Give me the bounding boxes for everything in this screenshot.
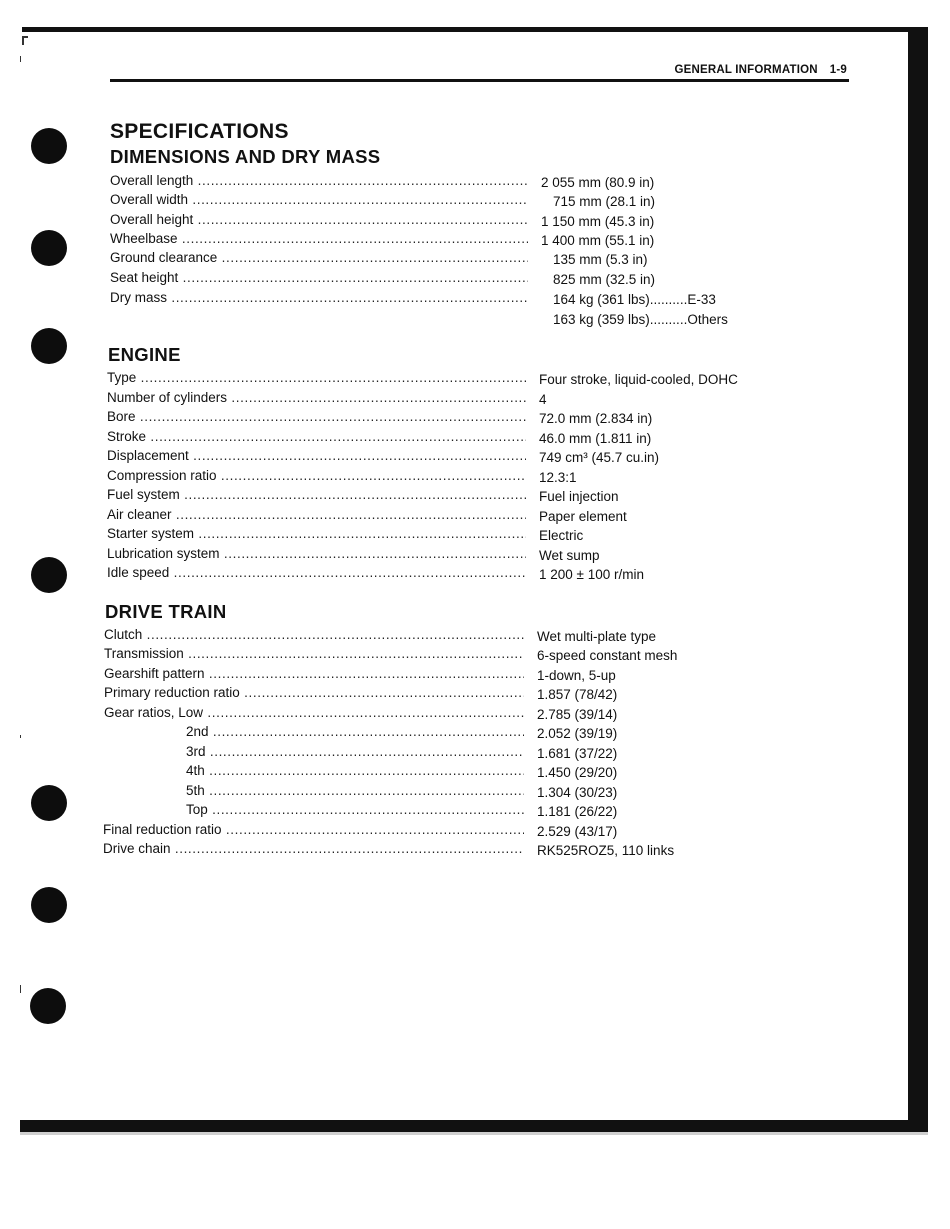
spec-row: [107, 427, 526, 446]
page-border-bottom: [20, 1120, 928, 1132]
spec-value: 1 400 mm (55.1 in): [541, 233, 655, 248]
page-title: SPECIFICATIONS: [110, 120, 289, 143]
spec-row: [107, 368, 526, 387]
spec-row: [107, 524, 526, 543]
spec-row: [107, 466, 526, 485]
spec-value: Wet multi-plate type: [537, 629, 657, 644]
spec-value: 135 mm (5.3 in): [553, 252, 648, 267]
binder-hole: [31, 230, 67, 266]
spec-value: 2.052 (39/19): [537, 726, 618, 741]
spec-value: 164 kg (361 lbs)..........E-33: [553, 292, 716, 307]
spec-label: Wheelbase .....: [110, 229, 528, 248]
spec-label: 4th .....: [186, 761, 524, 780]
spec-value: 2 055 mm (80.9 in): [541, 175, 655, 190]
spec-row: [186, 781, 524, 800]
spec-value: 6-speed constant mesh: [537, 648, 678, 663]
page-border-right: [908, 27, 928, 1132]
running-header-section: GENERAL INFORMATION: [674, 64, 818, 76]
spec-row: [110, 248, 528, 267]
spec-label: Dry mass .....: [110, 288, 528, 307]
spec-row: [110, 190, 528, 209]
spec-row: [104, 625, 524, 644]
spec-label: Type .....: [107, 368, 526, 387]
spec-label: Primary reduction ratio .....: [104, 683, 524, 702]
spec-value: 749 cm³ (45.7 cu.in): [539, 450, 660, 465]
spec-label: 3rd .....: [186, 742, 524, 761]
spec-row: [107, 485, 526, 504]
header-rule: [110, 79, 849, 82]
binder-hole: [30, 988, 66, 1024]
spec-label: Seat height .....: [110, 268, 528, 287]
spec-value: 163 kg (359 lbs)..........Others: [553, 312, 728, 327]
spec-row: [104, 664, 524, 683]
scan-mark: [22, 36, 28, 38]
spec-value: Fuel injection: [539, 489, 619, 504]
spec-value: 12.3:1: [539, 470, 577, 485]
spec-row: [107, 446, 526, 465]
spec-label: Idle speed .....: [107, 563, 526, 582]
spec-value: 1 150 mm (45.3 in): [541, 214, 655, 229]
spec-value: Paper element: [539, 509, 627, 524]
scan-mark: [20, 985, 21, 993]
spec-row: [110, 268, 528, 287]
spec-label: 5th .....: [186, 781, 524, 800]
spec-value: 1 200 ± 100 r/min: [539, 567, 644, 582]
spec-row: [110, 210, 528, 229]
spec-value: 1-down, 5-up: [537, 668, 616, 683]
spec-label: Transmission .....: [104, 644, 524, 663]
section-heading-engine: ENGINE: [108, 344, 181, 365]
spec-value: 1.450 (29/20): [537, 765, 618, 780]
spec-value: 1.181 (26/22): [537, 804, 618, 819]
scan-mark: [20, 735, 21, 738]
spec-label: Overall length .....: [110, 171, 528, 190]
spec-value: 1.857 (78/42): [537, 687, 618, 702]
spec-row: [104, 683, 524, 702]
binder-hole: [31, 785, 67, 821]
spec-value: 2.529 (43/17): [537, 824, 618, 839]
page-border-shadow: [20, 1132, 928, 1135]
spec-row: [107, 388, 526, 407]
spec-value: Wet sump: [539, 548, 600, 563]
spec-label: Stroke .....: [107, 427, 526, 446]
spec-row: [107, 505, 526, 524]
spec-row: [110, 229, 528, 248]
spec-label: Clutch .....: [104, 625, 524, 644]
spec-value: RK525ROZ5, 110 links: [537, 843, 675, 858]
spec-label: Overall height .....: [110, 210, 528, 229]
spec-label: Gearshift pattern .....: [104, 664, 524, 683]
page-number: 1-9: [829, 64, 847, 76]
spec-label: Air cleaner .....: [107, 505, 526, 524]
binder-hole: [31, 328, 67, 364]
spec-row: [186, 761, 524, 780]
spec-row: [104, 644, 524, 663]
spec-label: 2nd .....: [186, 722, 524, 741]
spec-value: Electric: [539, 528, 584, 543]
spec-row: [186, 742, 524, 761]
spec-row: [107, 563, 526, 582]
running-header: [560, 64, 847, 76]
spec-value: 825 mm (32.5 in): [553, 272, 656, 287]
spec-value: 1.681 (37/22): [537, 746, 618, 761]
section-heading-dimensions: DIMENSIONS AND DRY MASS: [110, 146, 381, 167]
spec-value: 4: [539, 392, 547, 407]
spec-row: [110, 171, 528, 190]
spec-row: [107, 544, 526, 563]
binder-hole: [31, 557, 67, 593]
spec-row: [103, 820, 524, 839]
spec-value: 1.304 (30/23): [537, 785, 618, 800]
spec-value: 715 mm (28.1 in): [553, 194, 656, 209]
scan-mark: [20, 56, 21, 62]
spec-label: Number of cylinders .....: [107, 388, 526, 407]
spec-label: Bore .....: [107, 407, 526, 426]
page-border-top: [22, 27, 927, 32]
spec-row: [186, 800, 524, 819]
spec-value: 72.0 mm (2.834 in): [539, 411, 653, 426]
spec-label: Compression ratio .....: [107, 466, 526, 485]
spec-label: Ground clearance .....: [110, 248, 528, 267]
binder-hole: [31, 887, 67, 923]
spec-row: [104, 703, 524, 722]
spec-label: Overall width .....: [110, 190, 528, 209]
spec-row: [107, 407, 526, 426]
section-heading-drive-train: DRIVE TRAIN: [105, 601, 227, 622]
spec-label: Gear ratios, Low .....: [104, 703, 524, 722]
spec-value: Four stroke, liquid-cooled, DOHC: [539, 372, 738, 387]
spec-value: 2.785 (39/14): [537, 707, 618, 722]
spec-label: Drive chain .....: [103, 839, 524, 858]
spec-value: 46.0 mm (1.811 in): [539, 431, 652, 446]
spec-label: Final reduction ratio .....: [103, 820, 524, 839]
spec-row: [186, 722, 524, 741]
spec-label: Top .....: [186, 800, 524, 819]
spec-label: Fuel system .....: [107, 485, 526, 504]
spec-row: [110, 288, 528, 307]
spec-row: [103, 839, 524, 858]
spec-label: Starter system .....: [107, 524, 526, 543]
spec-label: Displacement .....: [107, 446, 526, 465]
spec-label: Lubrication system .....: [107, 544, 526, 563]
binder-hole: [31, 128, 67, 164]
